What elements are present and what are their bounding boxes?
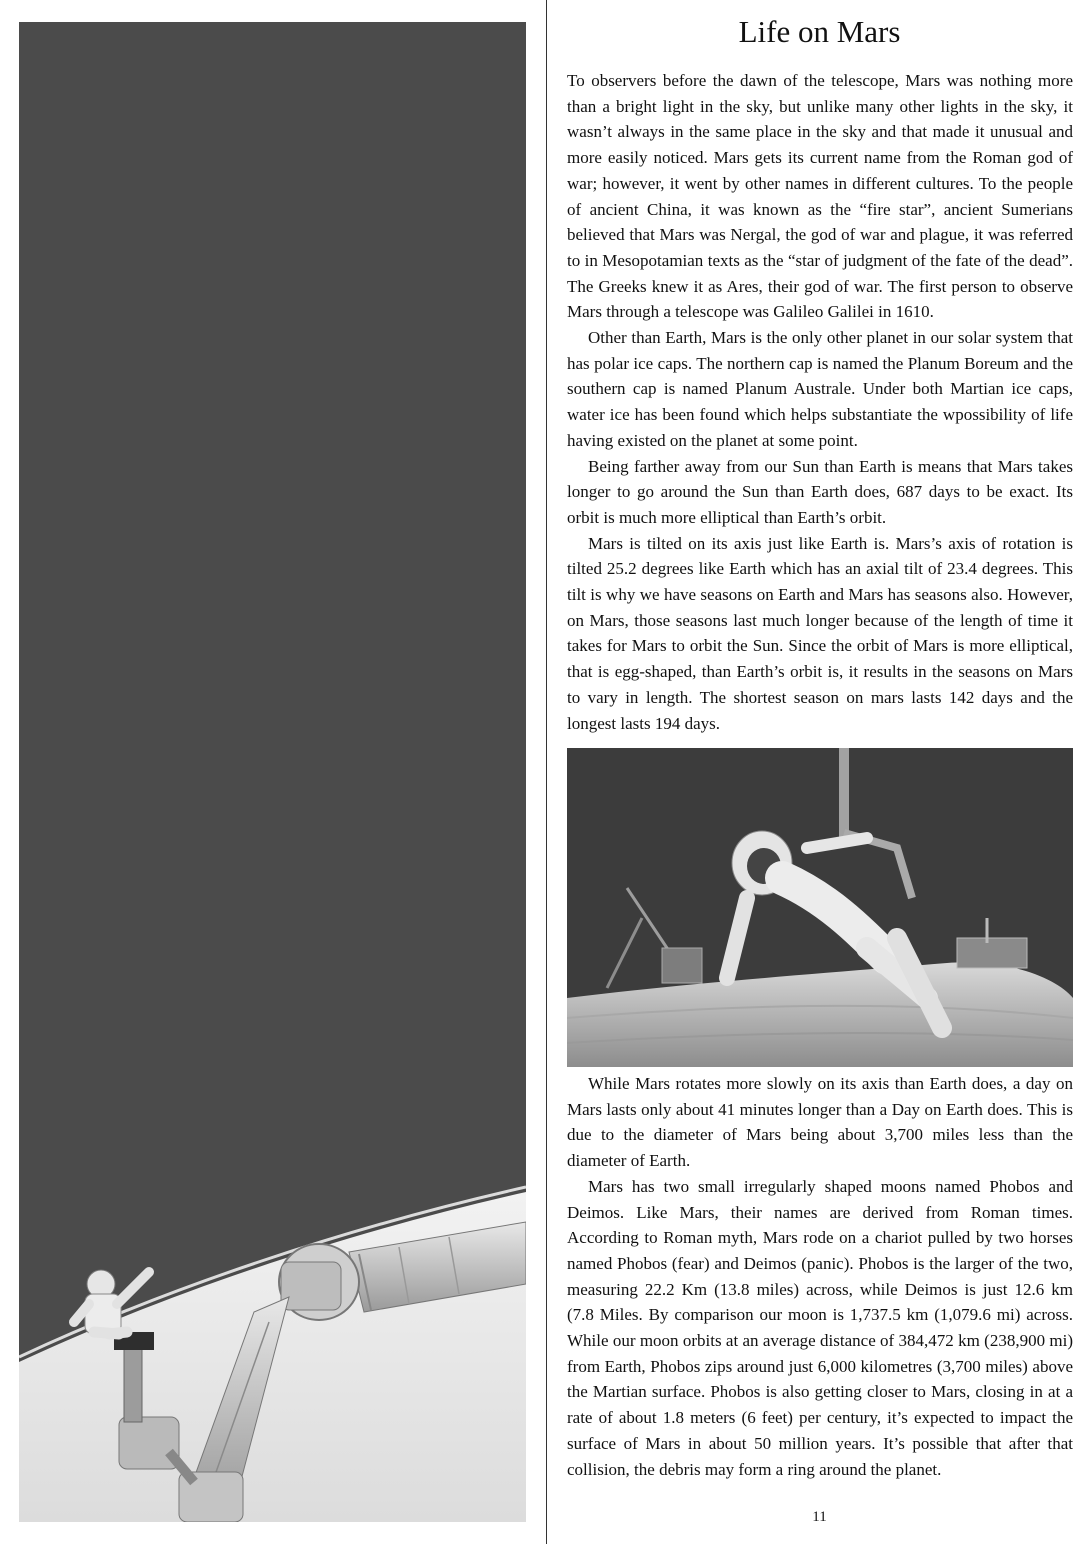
paragraph: Being farther away from our Sun than Earth is means that Mars takes longer to go around the Sun than Earth does, 687 days to be exact. Its orbit is much more elliptical than Earth’s orbit. [567, 456, 1073, 527]
paragraph: Mars is tilted on its axis just like Earth is. Mars’s axis of rotation is tilted 25.2 degrees like Earth which has an axial tilt of 23.4 degrees. This tilt is why we have seasons on Earth and Mars has seasons also. However, on Mars, those seasons last much longer because of the length of time it takes for Mars to orbit the Sun. Since the orbit of Mars is more elliptical, that is egg-shaped, than Earth’s orbit is, it results in the seasons on Mars to vary in length. The shortest season on mars lasts 142 days and the longest lasts 194 days. [567, 533, 1073, 733]
article-text-bottom [567, 1071, 1073, 1482]
paragraph: To observers before the dawn of the telescope, Mars was nothing more than a bright light in the sky, but unlike many other lights in the sky, it wasn’t always in the same place in the sky and that made it unusual and more easily noticed. Mars gets its current name from the Roman god of war; however, it went by other names in different cultures. To the people of ancient China, it was known as the “fire star”, ancient Sumerians believed that Mars was Nergal, the god of war and plague, it was referred to in Mesopotamian texts as the “star of judgment of the fate of the dead”. The Greeks knew it as Ares, their god of war. The first person to observe Mars through a telescope was Galileo Galilei in 1610. [567, 71, 1073, 322]
astronaut-robotic-arm-photo [19, 22, 526, 1522]
paragraph: Mars has two small irregularly shaped moons named Phobos and Deimos. Like Mars, their names are derived from Roman times. According to Roman myth, Mars rode on a chariot pulled by two horses named Phobos (fear) and Deimos (panic). Phobos is the larger of the two, measuring 22.2 Km (13.8 miles) across, while Deimos is just 12.6 km (7.8 Miles. By comparison our moon is 1,737.5 km (1,079.6 mi) across. While our moon orbits at an average distance of 384,472 km (238,900 mi) from Earth, Phobos zips around just 6,000 kilometres (3,700 miles) above the Martian surface. Phobos is also getting closer to Mars, closing in at a rate of about 1.8 meters (6 feet) per century, it’s expected to impact the surface of Mars in about 50 million years. It’s possible that after that collision, the debris may form a ring around the planet. [567, 1176, 1073, 1479]
page-title: Life on Mars [738, 14, 901, 49]
astronaut-spacewalk-photo [567, 748, 1073, 1067]
paragraph: Other than Earth, Mars is the only other planet in our solar system that has polar ice caps. The northern cap is named the Planum Boreum and the southern cap is named Planum Australe. Under both Martian ice caps, water ice has been found which helps substantiate the wpossibility of life having existed on the planet at some point. [567, 328, 1073, 450]
page-number: 11 [812, 1509, 827, 1525]
article-text-top [567, 68, 1073, 736]
page-gutter-divider [546, 0, 547, 1544]
paragraph: While Mars rotates more slowly on its axis than Earth does, a day on Mars lasts only about 41 minutes longer than a Day on Earth does. This is due to the diameter of Mars being about 3,700 miles less than the diameter of Earth. [567, 1074, 1073, 1171]
